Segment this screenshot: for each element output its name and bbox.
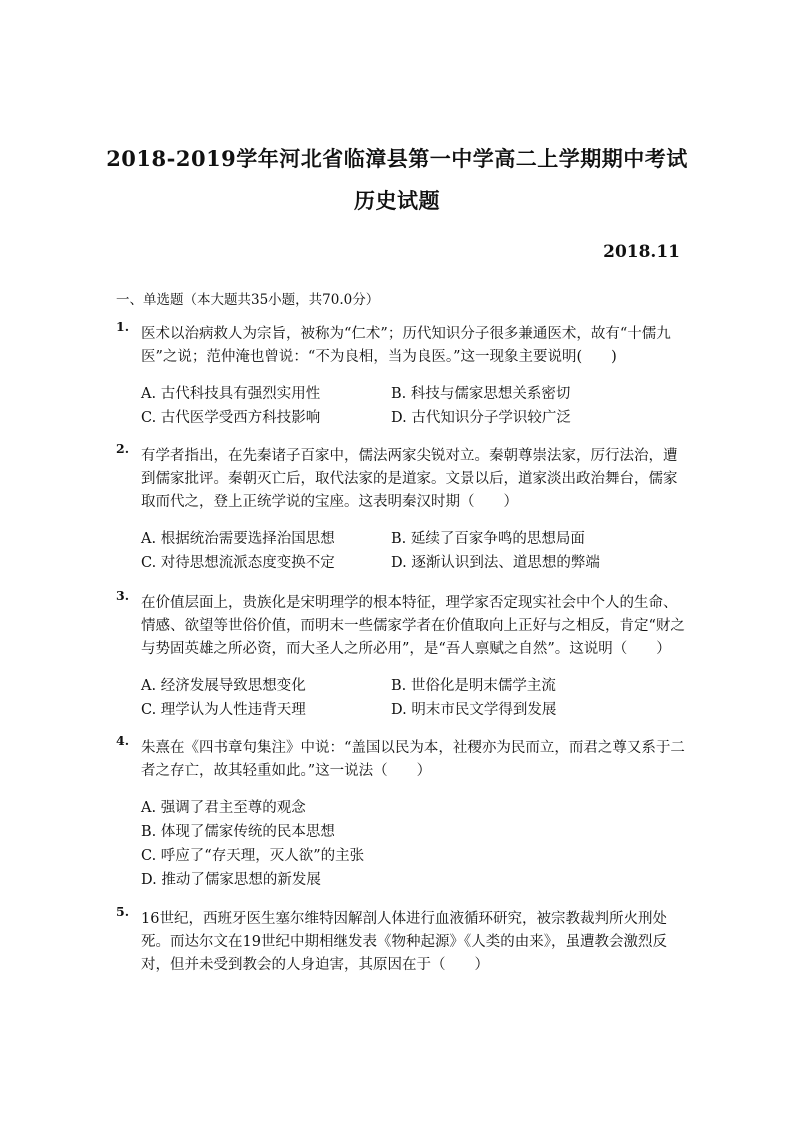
exam-date: 2018.11: [603, 242, 680, 262]
question-4: [116, 733, 686, 892]
option-c: C. 对待思想流派态度变换不定: [141, 555, 335, 571]
question-3: [116, 588, 686, 722]
question-stem: 朱熹在《四书章句集注》中说：“盖国以民为本，社稷亦为民而立，而君之尊又系于二者之存亡，故其轻重如此。”这一说法（ ）: [141, 740, 685, 779]
option-b: B. 延续了百家争鸣的思想局面: [391, 531, 585, 547]
option-list: [141, 796, 686, 892]
question-number: 2.: [116, 441, 130, 456]
question-1: [116, 319, 686, 430]
option-b: B. 科技与儒家思想关系密切: [391, 386, 571, 402]
page-subtitle: 历史试题: [354, 188, 440, 213]
page-title: 2018-2019学年河北省临漳县第一中学高二上学期期中考试: [106, 146, 688, 171]
question-stem: 医术以治病救人为宗旨，被称为“仁术”；历代知识分子很多兼通医术，故有“十儒九医”之说；范仲淹也曾说：“不为良相，当为良医。”这一现象主要说明( ): [141, 326, 671, 365]
question-stem: 16世纪，西班牙医生塞尔维特因解剖人体进行血液循环研究，被宗教裁判所火刑处死。而达尔文在19世纪中期相继发表《物种起源》《人类的由来》，虽遭教会激烈反对，但并未受到教会的人身迫害，其原因在于（ ）: [141, 911, 667, 973]
option-c: C. 古代医学受西方科技影响: [141, 410, 321, 426]
option-d: D. 古代知识分子学识较广泛: [391, 410, 571, 426]
option-d: D. 明末市民文学得到发展: [391, 702, 557, 718]
option-a: A. 经济发展导致思想变化: [141, 678, 306, 694]
option-d: D. 逐渐认识到法、道思想的弊端: [391, 555, 600, 571]
question-number: 4.: [116, 733, 130, 748]
question-number: 5.: [116, 904, 130, 919]
question-stem: 有学者指出，在先秦诸子百家中，儒法两家尖锐对立。秦朝尊崇法家，厉行法治，遭到儒家批评。秦朝灭亡后，取代法家的是道家。文景以后，道家淡出政治舞台，儒家取而代之，登上正统学说的宝座。这表明秦汉时期（ ）: [141, 448, 678, 510]
question-2: [116, 441, 686, 575]
option-list: [141, 527, 686, 575]
section-heading: 一、单选题（本大题共35小题，共70.0分）: [116, 292, 380, 308]
question-number: 1.: [116, 319, 130, 334]
option-c: C. 理学认为人性违背天理: [141, 702, 306, 718]
option-a: A. 强调了君主至尊的观念: [141, 800, 306, 816]
option-list: [141, 674, 686, 722]
option-b: B. 世俗化是明末儒学主流: [391, 678, 556, 694]
question-stem: 在价值层面上，贵族化是宋明理学的根本特征，理学家否定现实社会中个人的生命、情感、欲望等世俗价值，而明末一些儒家学者在价值取向上正好与之相反，肯定“财之与势固英雄之所必资，而大圣人之所必用”，是“吾人禀赋之自然”。这说明（ ）: [141, 595, 685, 657]
option-a: A. 根据统治需要选择治国思想: [141, 531, 335, 547]
question-5: [116, 904, 686, 977]
option-list: [141, 382, 686, 430]
question-number: 3.: [116, 588, 130, 603]
option-c: C. 呼应了“存天理，灭人欲”的主张: [141, 848, 365, 864]
option-d: D. 推动了儒家思想的新发展: [141, 872, 321, 888]
option-a: A. 古代科技具有强烈实用性: [141, 386, 321, 402]
option-b: B. 体现了儒家传统的民本思想: [141, 824, 335, 840]
